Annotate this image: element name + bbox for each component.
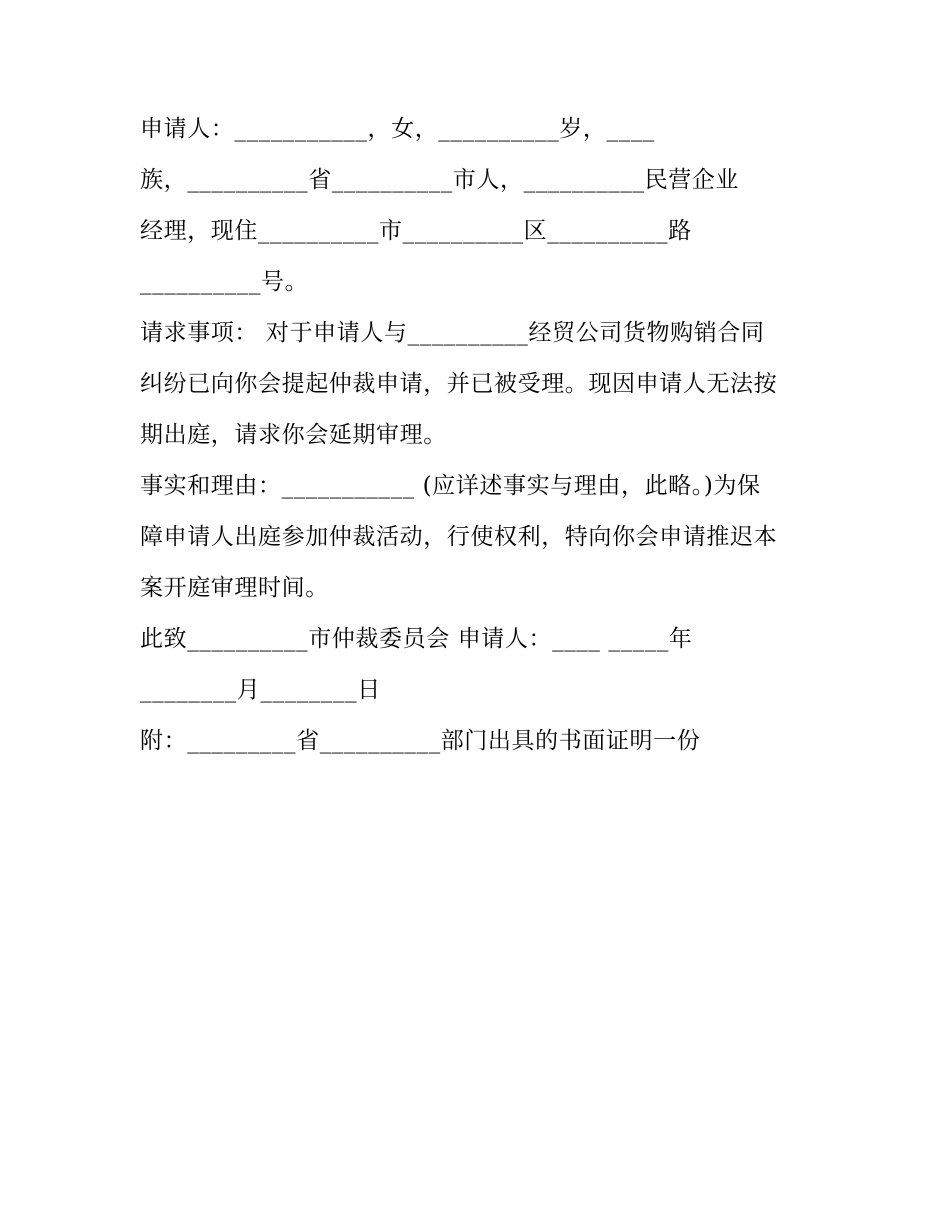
facts-reasons-line: 事实和理由：___________ (应详述事实与理由，此略。)为保 — [140, 473, 761, 499]
ethnicity-origin-line: 族，__________省__________市人，__________民营企业 — [140, 167, 739, 193]
residence-line: 经理，现住__________市__________区__________路 — [140, 218, 692, 244]
facts-reasons-line-2: 障申请人出庭参加仲裁活动，行使权利，特向你会申请推迟本 — [140, 524, 778, 550]
facts-reasons-line-3: 案开庭审理时间。 — [140, 575, 329, 601]
request-items-line-2: 纠纷已向你会提起仲裁申请，并已被受理。现因申请人无法按 — [140, 371, 778, 397]
attachment-line: 附：_________省__________部门出具的书面证明一份 — [140, 728, 701, 754]
house-number-line: __________号。 — [140, 269, 309, 295]
date-line: ________月________日 — [140, 677, 381, 703]
request-items-line-3: 期出庭，请求你会延期审理。 — [140, 422, 447, 448]
applicant-info-line: 申请人：___________，女，__________岁，____ — [140, 116, 655, 142]
salutation-signature-line: 此致__________市仲裁委员会 申请人：____ _____年 — [140, 626, 693, 652]
request-items-line: 请求事项： 对于申请人与__________经贸公司货物购销合同 — [140, 320, 765, 346]
